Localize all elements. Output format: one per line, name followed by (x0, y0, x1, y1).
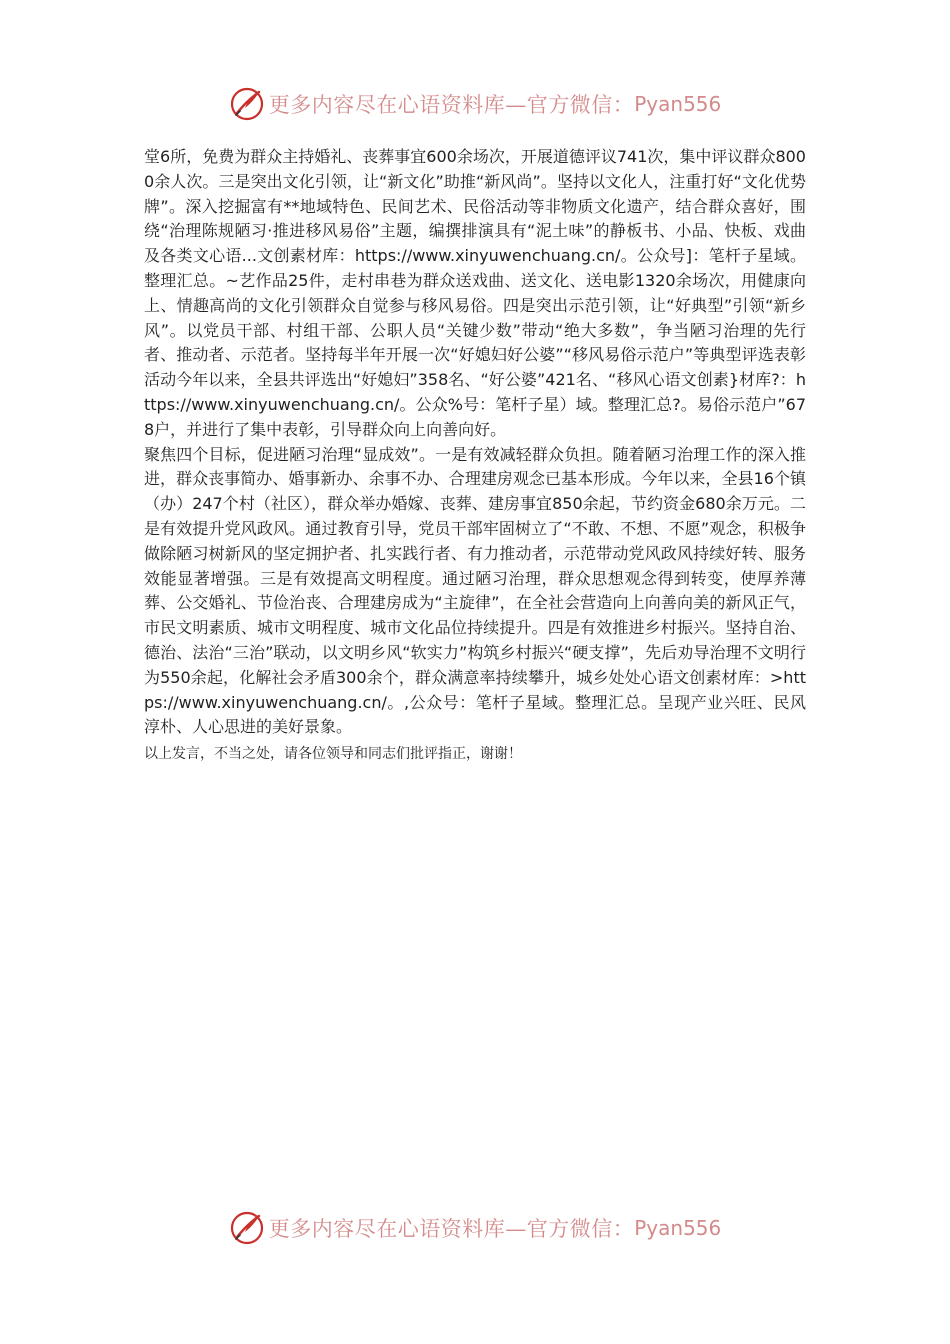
body-paragraph-1: 堂6所，免费为群众主持婚礼、丧葬事宜600余场次，开展道德评议741次，集中评议群众8000余人次。三是突出文化引领，让“新文化”助推“新风尚”。坚持以文化人，注重打好“文化优势牌”。深入挖掘富有**地域特色、民间艺术、民俗活动等非物质文化遗产，结合群众喜好，围绕“治理陈规陋习·推进移风易俗”主题，编撰排演具有“泥土味”的静板书、小品、快板、戏曲及各类文心语...文创素材库：https://www.xinyuwenchuang.cn/。公众号]：笔杆子星域。整理汇总。~艺作品25件，走村串巷为群众送戏曲、送文化、送电影1320余场次，用健康向上、情趣高尚的文化引领群众自觉参与移风易俗。四是突出示范引领，让“好典型”引领“新乡风”。以党员干部、村组干部、公职人员“关键少数”带动“绝大多数”，争当陋习治理的先行者、推动者、示范者。坚持每半年开展一次“好媳妇好公婆”“移风易俗示范户”等典型评选表彰活动今年以来，全县共评选出“好媳妇”358名、“好公婆”421名、“移风心语文创素}材库?：https://www.xinyuwenchuang.cn/。公众%号：笔杆子星）域。整理汇总?。易俗示范户”678户，并进行了集中表彰，引导群众向上向善向好。 (144, 147, 806, 439)
header-watermark (0, 84, 950, 124)
body-paragraph-2: 聚焦四个目标，促进陋习治理“显成效”。一是有效减轻群众负担。随着陋习治理工作的深入推进，群众丧事简办、婚事新办、余事不办、合理建房观念已基本形成。今年以来，全县16个镇（办）247个村（社区），群众举办婚嫁、丧葬、建房事宜850余起，节约资金680余万元。二是有效提升党风政风。通过教育引导，党员干部牢固树立了“不敢、不想、不愿”观念，积极争做除陋习树新风的坚定拥护者、扎实践行者、有力推动者，示范带动党风政风持续好转、服务效能显著增强。三是有效提高文明程度。通过陋习治理，群众思想观念得到转变，使厚养薄葬、公交婚礼、节俭治丧、合理建房成为“主旋律”，在全社会营造向上向善向美的新风正气，市民文明素质、城市文明程度、城市文化品位持续提升。四是有效推进乡村振兴。坚持自治、德治、法治“三治”联动，以文明乡风“软实力”构筑乡村振兴“硬支撑”，先后劝导治理不文明行为550余起，化解社会矛盾300余个，群众满意率持续攀升，城乡处处心语文创素材库：>https://www.xinyuwenchuang.cn/。,公众号：笔杆子星域。整理汇总。呈现产业兴旺、民风淳朴、人心思进的美好景象。 (144, 444, 806, 737)
watermark-wechat-id: Pyan556 (634, 1216, 722, 1240)
document-body (144, 145, 806, 765)
quill-logo-icon (229, 1210, 265, 1246)
footer-watermark (0, 1208, 950, 1248)
watermark-text: 更多内容尽在心语资料库—官方微信： (268, 1217, 635, 1241)
watermark-text: 更多内容尽在心语资料库—官方微信： (268, 93, 635, 117)
watermark-wechat-id: Pyan556 (634, 92, 722, 116)
closing-remark: 以上发言，不当之处，请各位领导和同志们批评指正，谢谢！ (144, 746, 522, 763)
quill-logo-icon (229, 86, 265, 122)
